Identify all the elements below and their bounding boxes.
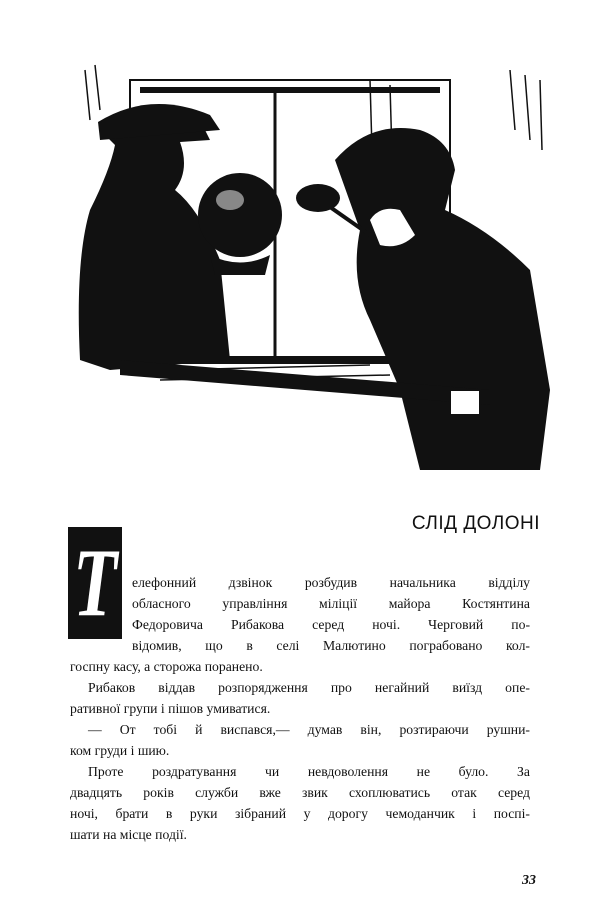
drop-cap-letter: Т bbox=[73, 529, 117, 637]
text-line: відомив, що в селі Малютино пограбовано кол- bbox=[132, 638, 530, 653]
illustration bbox=[70, 60, 552, 470]
text-line: ком груди і шию. bbox=[70, 743, 170, 758]
text-line: госпну касу, а сторожа поранено. bbox=[70, 659, 263, 674]
page-number: 33 bbox=[522, 873, 536, 888]
text-line: — От тобі й виспався,— думав він, розтираючи рушни- bbox=[88, 722, 530, 737]
drop-cap bbox=[68, 527, 122, 639]
text-line: Проте роздратування чи невдоволення не було. За bbox=[88, 764, 530, 779]
text-line: двадцять років служби вже звик схоплюватись отак серед bbox=[70, 785, 530, 800]
text-line: Федоровича Рибакова серед ночі. Черговий по- bbox=[132, 617, 530, 632]
text-line: ночі, брати в руки зібраний у дорогу чемоданчик і поспі- bbox=[70, 806, 530, 821]
story-title: СЛІД ДОЛОНІ bbox=[411, 513, 540, 534]
text-line: Рибаков віддав розпорядження про негайний виїзд опе- bbox=[88, 680, 530, 695]
text-line: шати на місце події. bbox=[70, 827, 187, 842]
text-line: обласного управління міліції майора Костянтина bbox=[132, 596, 530, 611]
text-line: елефонний дзвінок розбудив начальника відділу bbox=[132, 575, 530, 590]
text-line: ративної групи і пішов умиватися. bbox=[70, 701, 271, 716]
